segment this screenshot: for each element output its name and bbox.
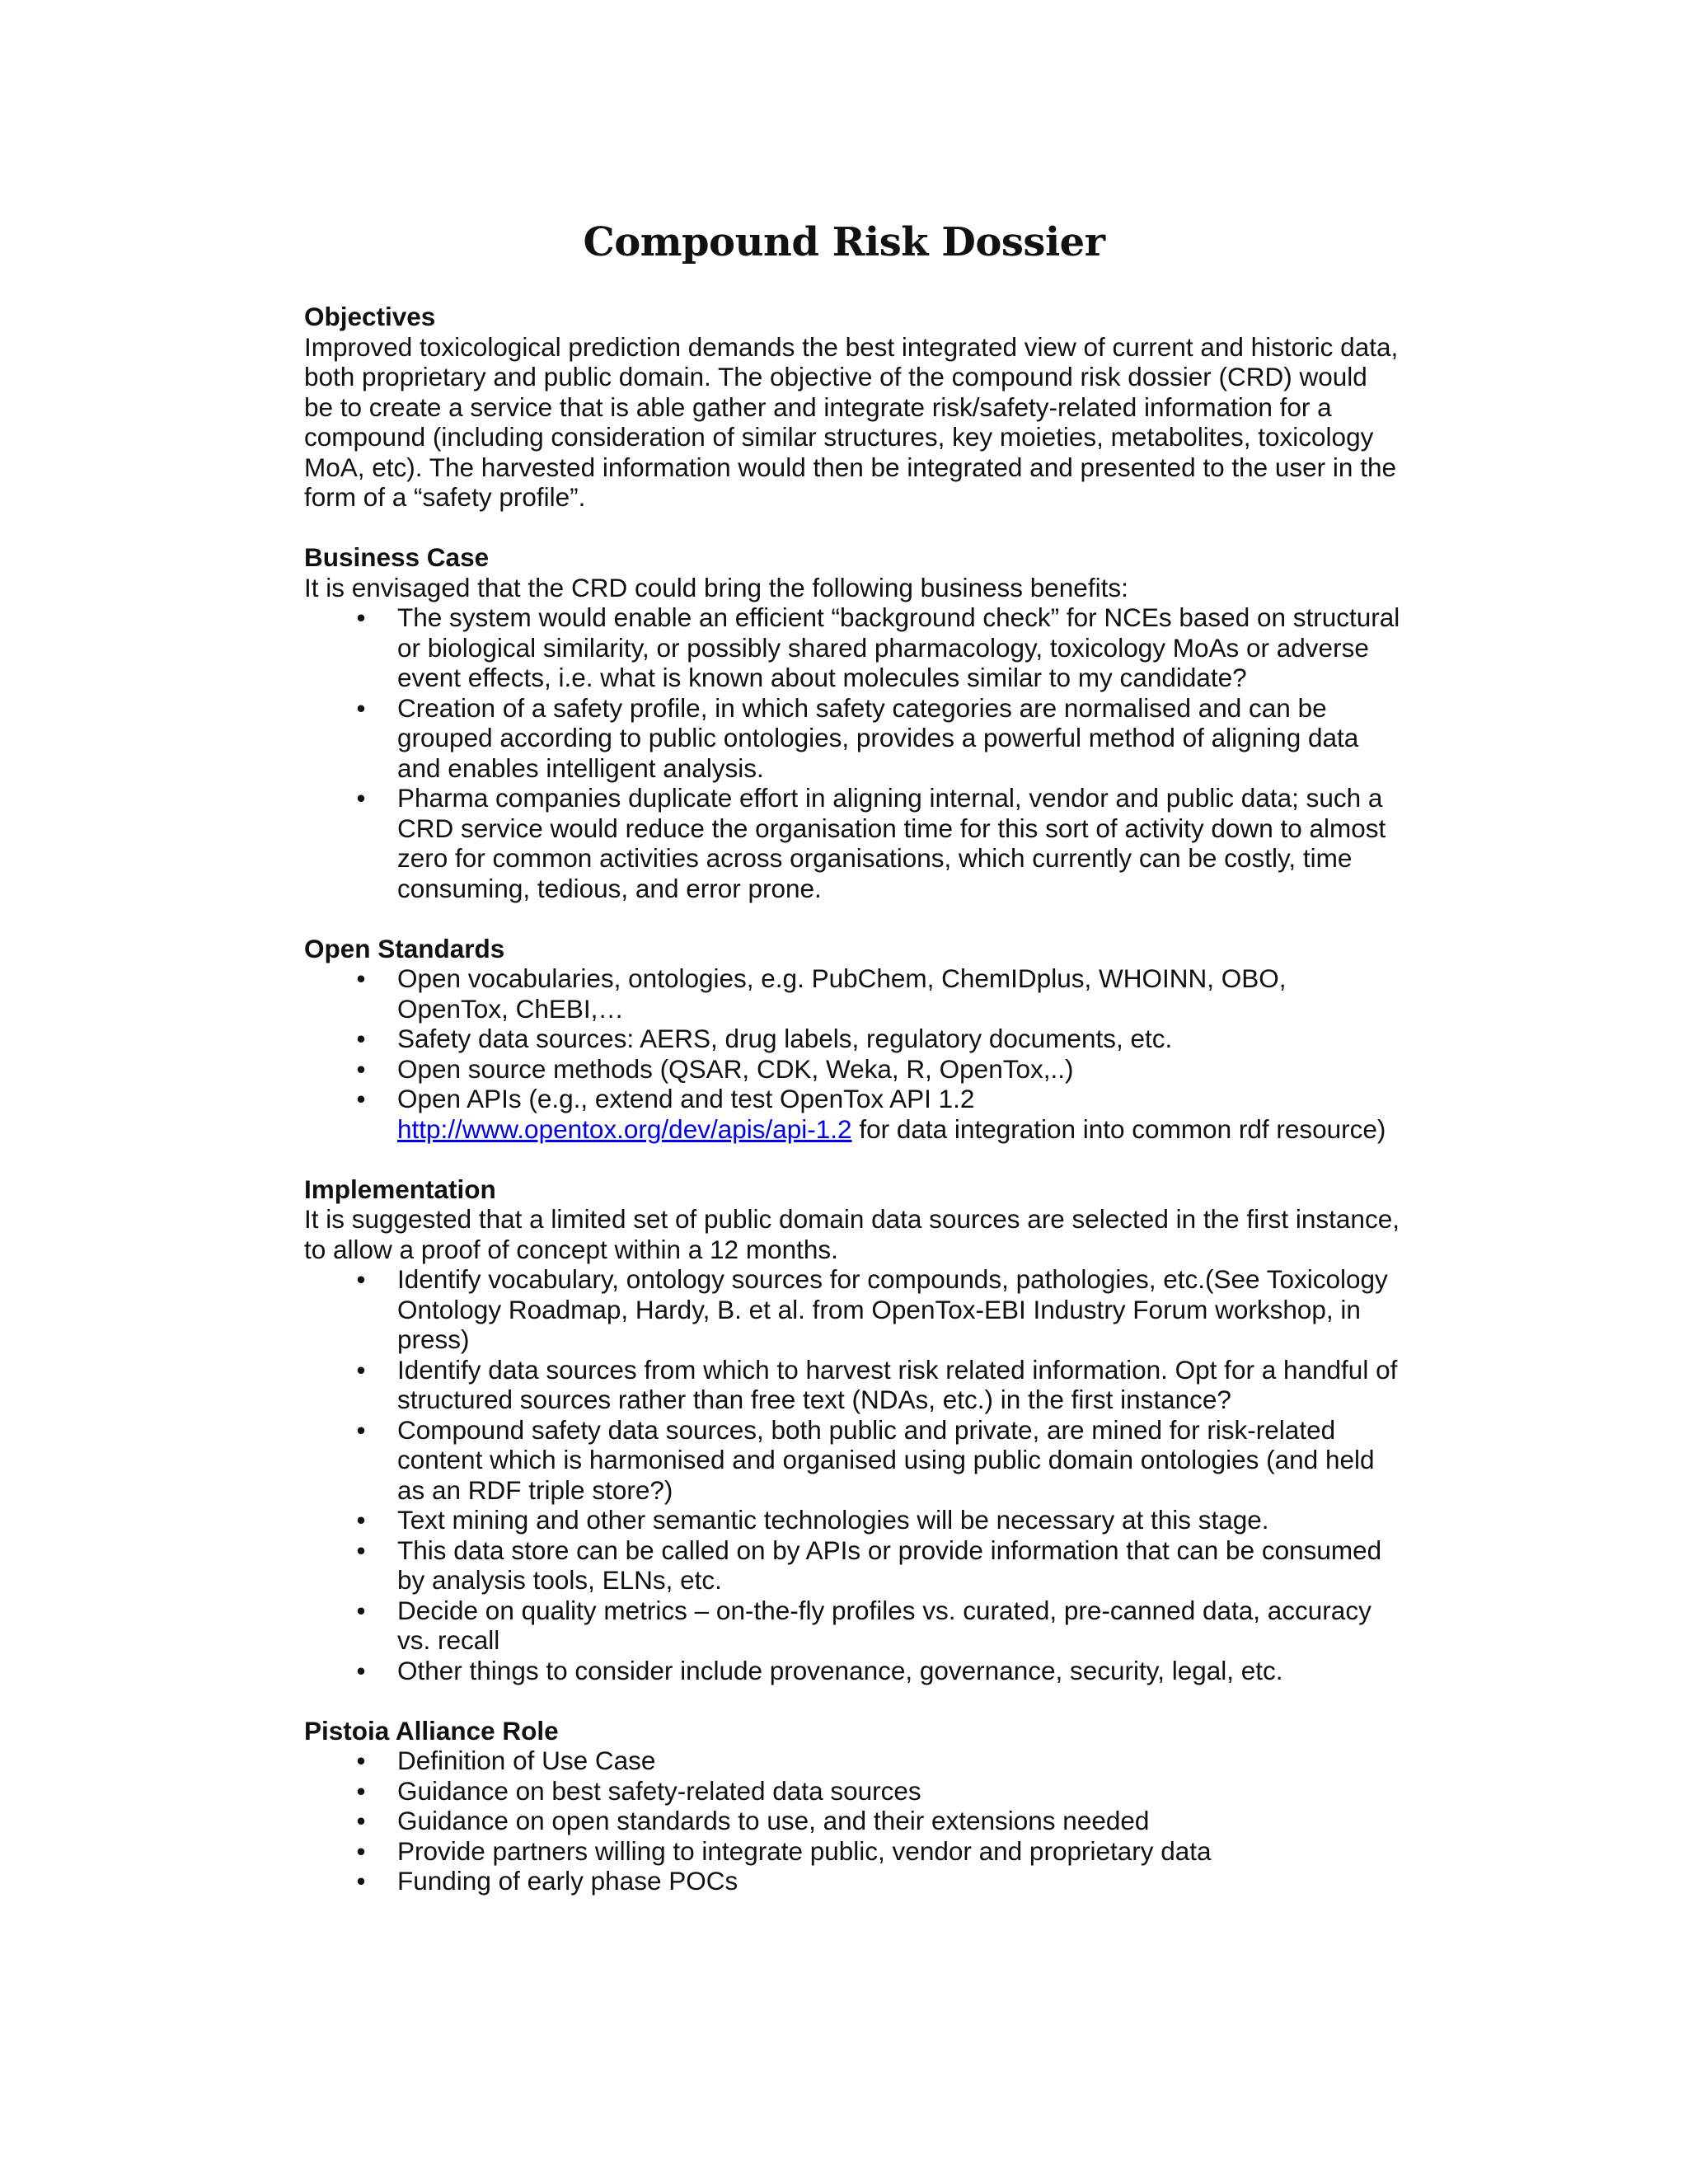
bullet-icon: • <box>356 1775 366 1806</box>
bullet-icon: • <box>356 1414 366 1445</box>
bullet-icon: • <box>356 1835 366 1866</box>
business-case-intro: It is envisaged that the CRD could bring the following business benefits: <box>304 572 1128 602</box>
list-item-text: Definition of Use Case <box>397 1746 656 1775</box>
list-item <box>356 1414 1400 1506</box>
list-item <box>356 783 1400 903</box>
bullet-icon: • <box>356 1084 366 1113</box>
list-item-text: Provide partners willing to integrate public, vendor and proprietary data <box>397 1835 1212 1866</box>
list-item <box>356 1655 1400 1686</box>
list-item <box>356 692 1400 784</box>
section-objectives <box>304 302 1400 513</box>
bullet-icon: • <box>356 1746 366 1775</box>
document-title: Compound Risk Dossier <box>583 219 1105 265</box>
bullet-icon: • <box>356 1354 366 1385</box>
section-heading-business-case: Business Case <box>304 542 490 572</box>
list-item <box>356 1775 1400 1807</box>
list-item-text: Safety data sources: AERS, drug labels, regulatory documents, etc. <box>397 1024 1173 1053</box>
list-item <box>356 1264 1400 1355</box>
list-item-text: The system would enable an efficient “background check” for NCEs based on structural or biological similarity, or possibly shared pharmacology, toxicology MoAs or adverse event effects, i.e. what is known about molecules similar to my candidate? <box>397 602 1400 692</box>
implementation-intro: It is suggested that a limited set of public domain data sources are selected in the first instance, to allow a proof of concept within a 12 months. <box>304 1204 1400 1264</box>
list-item <box>356 1053 1400 1085</box>
bullet-icon: • <box>356 1535 366 1565</box>
bullet-icon: • <box>356 783 366 813</box>
section-heading-pistoia-alliance-role: Pistoia Alliance Role <box>304 1715 559 1746</box>
section-pistoia-alliance-role <box>304 1716 1400 1896</box>
bullet-icon: • <box>356 1595 366 1625</box>
bullet-icon: • <box>356 602 366 632</box>
section-heading-objectives: Objectives <box>304 302 436 331</box>
business-case-list <box>304 602 1400 903</box>
list-item-text: Text mining and other semantic technologies will be necessary at this stage. <box>397 1505 1269 1535</box>
bullet-icon: • <box>356 963 366 993</box>
document-body <box>304 302 1400 1926</box>
implementation-list <box>304 1264 1400 1685</box>
section-heading-implementation: Implementation <box>304 1174 496 1204</box>
list-item <box>356 963 1400 1024</box>
list-item-text: Compound safety data sources, both public and private, are mined for risk-related content which is harmonised and organised using public domain ontologies (and held as an RDF triple store?) <box>397 1414 1375 1505</box>
open-standards-list <box>304 963 1400 1144</box>
opentox-api-link[interactable]: http://www.opentox.org/dev/apis/api-1.2 <box>397 1113 852 1144</box>
list-item <box>356 1595 1400 1656</box>
list-item <box>356 1505 1400 1535</box>
open-apis-prefix: Open APIs (e.g., extend and test OpenTox API 1.2 <box>397 1084 975 1113</box>
bullet-icon: • <box>356 1024 366 1053</box>
list-item <box>356 1835 1400 1867</box>
list-item-text: Other things to consider include provenance, governance, security, legal, etc. <box>397 1655 1283 1685</box>
list-item <box>356 1024 1400 1054</box>
section-implementation <box>304 1174 1400 1686</box>
bullet-icon: • <box>356 1264 366 1294</box>
list-item-text: Creation of a safety profile, in which safety categories are normalised and can be grouped according to public ontologies, provides a powerful method of aligning data and enables intelligent analysis. <box>397 692 1359 783</box>
list-item <box>356 1354 1400 1415</box>
pistoia-role-list <box>304 1746 1400 1896</box>
list-item-text: Funding of early phase POCs <box>397 1866 738 1896</box>
list-item-text: Identify vocabulary, ontology sources for compounds, pathologies, etc.(See Toxicology Ontology Roadmap, Hardy, B. et al. from OpenTox-EBI Industry Forum workshop, in press) <box>397 1264 1388 1354</box>
list-item <box>356 1535 1400 1596</box>
list-item <box>356 1866 1400 1896</box>
list-item-text: Identify data sources from which to harvest risk related information. Opt for a handful of structured sources rather than free text (NDAs, etc.) in the first instance? <box>397 1354 1398 1414</box>
section-heading-open-standards: Open Standards <box>304 933 505 963</box>
list-item-text: Guidance on best safety-related data sources <box>397 1775 921 1806</box>
list-item-text: Guidance on open standards to use, and their extensions needed <box>397 1806 1150 1835</box>
bullet-icon: • <box>356 1806 366 1835</box>
open-apis-suffix: for data integration into common rdf resource) <box>859 1113 1386 1144</box>
bullet-icon: • <box>356 1505 366 1535</box>
list-item-text: This data store can be called on by APIs or provide information that can be consumed by analysis tools, ELNs, etc. <box>397 1535 1382 1595</box>
list-item-open-apis <box>356 1084 1400 1144</box>
list-item <box>356 1746 1400 1776</box>
bullet-icon: • <box>356 1866 366 1896</box>
list-item-text: Pharma companies duplicate effort in aligning internal, vendor and public data; such a CRD service would reduce the organisation time for this sort of activity down to almost zero for common activities across organisations, which currently can be costly, time consuming, tedious, and error prone. <box>397 783 1386 903</box>
list-item-text: Open vocabularies, ontologies, e.g. PubChem, ChemIDplus, WHOINN, OBO, OpenTox, ChEBI,… <box>397 963 1287 1024</box>
section-open-standards <box>304 934 1400 1145</box>
list-item-text: Open source methods (QSAR, CDK, Weka, R, OpenTox,..) <box>397 1053 1074 1084</box>
list-item <box>356 1806 1400 1836</box>
list-item <box>356 602 1400 693</box>
objectives-paragraph: Improved toxicological prediction demands the best integrated view of current and historic data, both proprietary and public domain. The objective of the compound risk dossier (CRD) would be to create a service that is able gather and integrate risk/safety-related information for a compound (including consideration of similar structures, key moieties, metabolites, toxicology MoA, etc). The harvested information would then be integrated and presented to the user in the form of a “safety profile”. <box>304 331 1399 512</box>
bullet-icon: • <box>356 1053 366 1084</box>
section-business-case <box>304 542 1400 903</box>
list-item-text: Decide on quality metrics – on-the-fly profiles vs. curated, pre-canned data, accuracy vs. recall <box>397 1595 1372 1655</box>
bullet-icon: • <box>356 1655 366 1685</box>
bullet-icon: • <box>356 692 366 723</box>
